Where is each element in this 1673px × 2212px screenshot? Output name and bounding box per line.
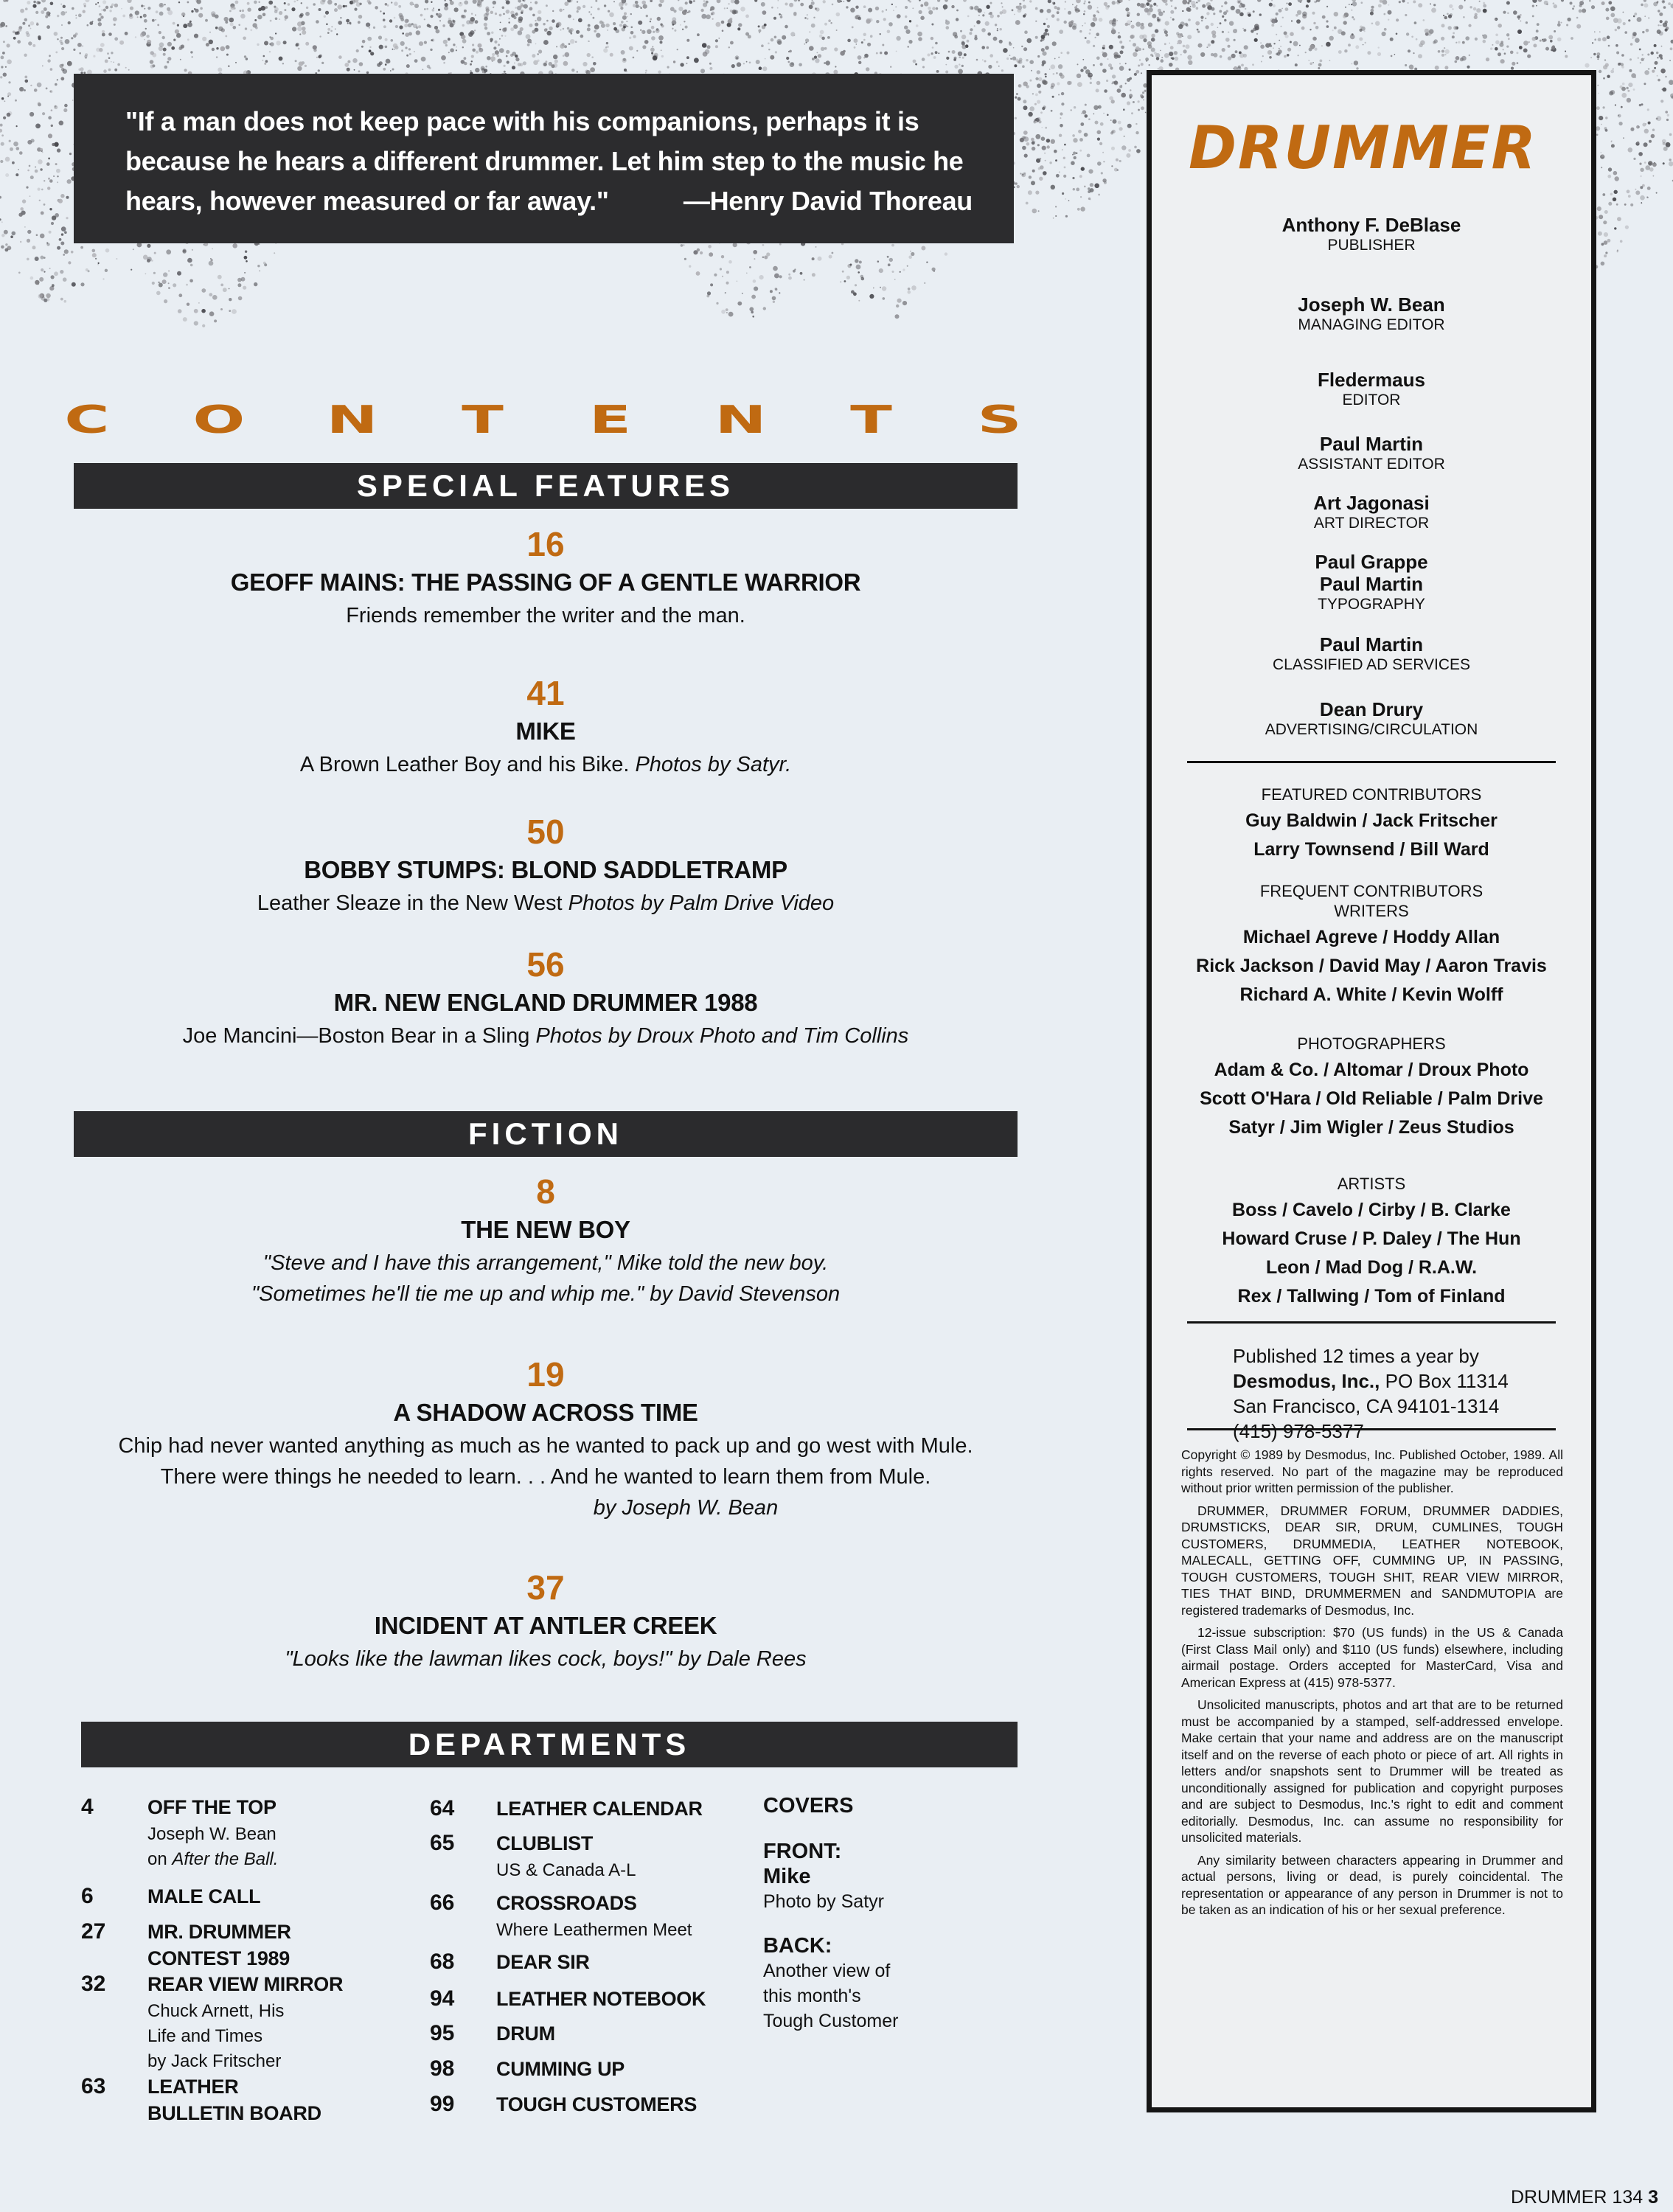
staff-name: Paul Grappe: [1315, 551, 1428, 573]
feature-page-number: 56: [526, 945, 565, 984]
staff-name: Paul Martin: [1319, 573, 1424, 595]
department-page-number: 4: [81, 1795, 94, 1819]
featured-contributor-line: Guy Baldwin / Jack Fritscher: [1245, 810, 1498, 831]
feature-title: GEOFF MAINS: THE PASSING OF A GENTLE WARRIOR: [230, 568, 861, 596]
staff-role: EDITOR: [1342, 392, 1401, 408]
staff-entry: [1152, 433, 1591, 474]
department-title-line2: CONTEST 1989: [147, 1947, 290, 1969]
staff-name: Paul Martin: [1319, 433, 1424, 455]
staff-name: Joseph W. Bean: [1298, 293, 1445, 316]
staff-role: TYPOGRAPHY: [1318, 596, 1425, 613]
staff-entry: [1152, 214, 1591, 255]
front-cover-credit: Photo by Satyr: [763, 1891, 884, 1912]
fiction-line: Chip had never wanted anything as much as he wanted to pack up and go west with Mule.: [118, 1434, 973, 1458]
department-title: CROSSROADS: [496, 1892, 637, 1914]
photographer-line: Scott O'Hara / Old Reliable / Palm Drive: [1200, 1088, 1543, 1109]
department-title: CUMMING UP: [496, 2058, 625, 2080]
staff-role: PUBLISHER: [1327, 237, 1416, 254]
department-title: TOUGH CUSTOMERS: [496, 2093, 698, 2115]
folio-magazine: DRUMMER 134: [1510, 2187, 1644, 2208]
fiction-line-text: "Steve and I have this arrangement," Mike told the new boy.: [262, 1251, 829, 1275]
legal-notices: [1181, 1447, 1563, 1924]
fiction-page-number: 37: [526, 1568, 565, 1607]
contents-letter: C: [64, 398, 114, 442]
covers-block: [763, 1793, 984, 2034]
department-title: DRUM: [496, 2023, 555, 2045]
department-page-number: 6: [81, 1884, 94, 1908]
page-folio: [1511, 2187, 1658, 2208]
artist-line: Howard Cruse / P. Daley / The Hun: [1222, 1228, 1521, 1249]
department-title: OFF THE TOP: [147, 1796, 276, 1818]
fiction-line-text: "Sometimes he'll tie me up and whip me.": [251, 1282, 644, 1306]
legal-paragraph: Unsolicited manuscripts, photos and art that are to be returned must be accompanied by a stamped, self-addressed envelope. Make certain that your name and address are on the manuscript itself and on the reverse of each photo or piece of art. All rights in letters and/or snapshots sent to Drummer will be treated as unconditionally assigned for publication and copyright purposes and are subject to Desmodus, Inc.'s right to edit and comment editorially. Desmodus, Inc. can assume no responsibility for unsolicited materials.: [1181, 1697, 1563, 1845]
feature-credit: Photos by Satyr.: [635, 753, 792, 776]
feature-desc-text: Joe Mancini—Boston Bear in a Sling: [182, 1024, 530, 1048]
staff-name: Paul Martin: [1319, 633, 1424, 655]
back-cover-line: Another view of: [763, 1961, 891, 1981]
photographer-line: Satyr / Jim Wigler / Zeus Studios: [1228, 1117, 1514, 1138]
divider: [1187, 1321, 1556, 1324]
fiction-title: A SHADOW ACROSS TIME: [393, 1399, 698, 1426]
departments-bar: DEPARTMENTS: [81, 1722, 1018, 1767]
staff-role: ASSISTANT EDITOR: [1298, 456, 1445, 473]
feature-entry: [74, 811, 1018, 919]
staff-name: Dean Drury: [1319, 698, 1424, 720]
publisher-city: San Francisco, CA 94101-1314: [1233, 1395, 1500, 1417]
legal-paragraph: Any similarity between characters appearing in Drummer and actual persons, living or dead, is purely coincidental. The representation or appearance of any person in Drummer is not to be taken as an indication of his or her sexual preference.: [1181, 1852, 1563, 1917]
fiction-credit: by Joseph W. Bean: [593, 1496, 779, 1520]
staff-role: ADVERTISING/CIRCULATION: [1265, 721, 1478, 738]
feature-title: MR. NEW ENGLAND DRUMMER 1988: [333, 989, 758, 1016]
staff-entry: [1152, 369, 1591, 410]
fiction-entry: [74, 1567, 1018, 1674]
featured-contributor-line: Larry Townsend / Bill Ward: [1253, 839, 1489, 860]
staff-role: MANAGING EDITOR: [1298, 316, 1445, 333]
department-subtitle: Joseph W. Bean: [147, 1824, 276, 1844]
fiction-line: [74, 1644, 1018, 1674]
feature-desc-text: Friends remember the writer and the man.: [346, 604, 745, 627]
contents-letter: O: [192, 398, 250, 442]
department-title: MR. DRUMMER: [147, 1921, 291, 1943]
staff-entry: [1152, 698, 1591, 740]
feature-page-number: 41: [526, 674, 565, 712]
contents-letter: E: [589, 398, 636, 442]
department-page-number: 95: [430, 2021, 455, 2045]
feature-title: BOBBY STUMPS: BLOND SADDLETRAMP: [304, 856, 787, 883]
department-page-number: 32: [81, 1972, 106, 1996]
photographer-line: Adam & Co. / Altomar / Droux Photo: [1214, 1060, 1529, 1080]
staff-entry: [1152, 492, 1591, 533]
fiction-bar: FICTION: [74, 1111, 1018, 1157]
publisher-address: [1233, 1368, 1509, 1394]
thoreau-quote-box: [74, 74, 1014, 243]
contents-letter: T: [462, 398, 509, 442]
staff-name: Anthony F. DeBlase: [1281, 214, 1461, 236]
featured-contributors-heading: FEATURED CONTRIBUTORS: [1261, 785, 1482, 804]
staff-role: ART DIRECTOR: [1313, 515, 1430, 532]
feature-credit: Photos by Palm Drive Video: [568, 891, 835, 915]
legal-paragraph: DRUMMER, DRUMMER FORUM, DRUMMER DADDIES, DRUMSTICKS, DEAR SIR, DRUM, CUMLINES, TOUGH CUSTOMERS, DRUMMEDIA, LEATHER NOTEBOOK, MALECALL, GETTING OFF, CUMMING UP, IN PASSING, TOUGH CUSTOMERS, TOUGH SHIT, REAR VIEW MIRROR, TIES THAT BIND, DRUMMERMEN and SANDMUTOPIA are registered trademarks of Desmodus, Inc.: [1181, 1503, 1563, 1618]
staff-entry: [1152, 293, 1591, 335]
department-page-number: 68: [430, 1950, 455, 1974]
department-page-number: 99: [430, 2092, 455, 2116]
back-cover-line: Tough Customer: [763, 2011, 899, 2031]
feature-title: MIKE: [515, 717, 576, 745]
quote-attribution: —Henry David Thoreau: [683, 186, 973, 216]
special-features-bar: SPECIAL FEATURES: [74, 463, 1018, 509]
department-title: REAR VIEW MIRROR: [147, 1973, 344, 1995]
photographers-heading: PHOTOGRAPHERS: [1297, 1034, 1446, 1053]
publication-info: [1233, 1343, 1509, 1444]
publication-line: Published 12 times a year by: [1233, 1345, 1479, 1367]
fiction-line: [74, 1279, 1018, 1310]
artist-line: Rex / Tallwing / Tom of Finland: [1237, 1286, 1506, 1307]
frequent-contributors-heading: FREQUENT CONTRIBUTORS: [1259, 882, 1484, 900]
fiction-page-number: 8: [536, 1172, 555, 1211]
department-page-number: 64: [430, 1796, 455, 1820]
fiction-title: INCIDENT AT ANTLER CREEK: [374, 1612, 717, 1639]
contents-letter: S: [978, 398, 1027, 442]
fiction-line: [74, 1248, 1018, 1279]
department-subtitle: Chuck Arnett, His: [147, 2001, 285, 2021]
feature-description: [74, 888, 1018, 919]
fiction-credit: by David Stevenson: [650, 1282, 841, 1306]
contents-letter: T: [850, 398, 897, 442]
artist-line: Leon / Mad Dog / R.A.W.: [1265, 1257, 1478, 1278]
divider: [1187, 761, 1556, 763]
department-page-number: 65: [430, 1831, 455, 1855]
artists-heading: ARTISTS: [1337, 1175, 1406, 1193]
drummer-logo: DRUMMER: [1189, 114, 1537, 182]
writer-line: Richard A. White / Kevin Wolff: [1239, 984, 1503, 1005]
fiction-page-number: 19: [526, 1355, 565, 1394]
department-subtitle: Life and Times: [147, 2026, 263, 2046]
department-subtitle: on After the Ball.: [147, 1849, 279, 1869]
department-page-number: 27: [81, 1919, 106, 1944]
staff-name: Art Jagonasi: [1313, 492, 1430, 514]
department-page-number: 66: [430, 1891, 455, 1915]
front-cover-label: FRONT:: [763, 1840, 842, 1863]
staff-entry: [1152, 633, 1591, 675]
department-title: LEATHER: [147, 2076, 239, 2098]
department-title: MALE CALL: [147, 1885, 261, 1907]
department-page-number: 98: [430, 2056, 455, 2081]
feature-entry: [74, 524, 1018, 631]
fiction-credit: by Dale Rees: [678, 1647, 807, 1671]
quote-text: "If a man does not keep pace with his companions, perhaps it is because he hears a different drummer. Let him step to the music he hears, however measured or far away.": [125, 106, 964, 216]
department-title: CLUBLIST: [496, 1832, 594, 1854]
publisher-phone: (415) 978-5377: [1233, 1420, 1364, 1442]
department-title-line2: BULLETIN BOARD: [147, 2102, 321, 2124]
department-subtitle: Where Leathermen Meet: [496, 1920, 692, 1940]
department-title: DEAR SIR: [496, 1951, 590, 1973]
department-subtitle: by Jack Fritscher: [147, 2051, 282, 2071]
staff-entry: [1152, 551, 1591, 614]
staff-name: Fledermaus: [1318, 369, 1425, 391]
department-subtitle-italic: After the Ball.: [172, 1849, 279, 1869]
feature-description: [74, 600, 1018, 631]
writers-heading: WRITERS: [1334, 902, 1409, 920]
department-subtitle: US & Canada A-L: [496, 1860, 636, 1880]
masthead-box: [1147, 70, 1596, 2112]
feature-desc-text: A Brown Leather Boy and his Bike.: [299, 753, 630, 776]
writer-line: Michael Agreve / Hoddy Allan: [1242, 927, 1500, 947]
staff-role: CLASSIFIED AD SERVICES: [1272, 656, 1471, 673]
back-cover-label: BACK:: [763, 1934, 832, 1958]
contents-letter: N: [327, 398, 383, 442]
department-page-number: 63: [81, 2074, 106, 2098]
feature-description: [74, 1020, 1018, 1051]
fiction-entry: [74, 1354, 1018, 1523]
folio-page-number: 3: [1648, 2187, 1658, 2208]
fiction-line: There were things he needed to learn. . . And he wanted to learn them from Mule.: [160, 1465, 931, 1489]
feature-credit: Photos by Droux Photo and Tim Collins: [535, 1024, 909, 1048]
front-cover-name: Mike: [763, 1865, 811, 1888]
feature-entry: [74, 944, 1018, 1051]
feature-description: [74, 749, 1018, 780]
legal-paragraph: 12-issue subscription: $70 (US funds) in the US & Canada (First Class Mail only) and $110 (US funds) elsewhere, including airmail postage. Orders accepted for MasterCard, Visa and American Express at (415) 978-5377.: [1181, 1625, 1563, 1690]
feature-page-number: 16: [526, 525, 565, 563]
publisher-pobox: PO Box 11314: [1385, 1370, 1509, 1392]
fiction-entry: [74, 1171, 1018, 1310]
artist-line: Boss / Cavelo / Cirby / B. Clarke: [1232, 1200, 1511, 1220]
fiction-line-text: "Looks like the lawman likes cock, boys!": [285, 1647, 672, 1671]
feature-desc-text: Leather Sleaze in the New West: [257, 891, 563, 915]
department-page-number: 94: [430, 1986, 455, 2011]
back-cover-line: this month's: [763, 1986, 861, 2006]
legal-paragraph: Copyright © 1989 by Desmodus, Inc. Published October, 1989. All rights reserved. No part of the magazine may be reproduced without prior written permission of the publisher.: [1181, 1447, 1563, 1495]
feature-entry: [74, 672, 1018, 780]
feature-page-number: 50: [526, 813, 565, 851]
back-cover-description: [763, 1958, 984, 2034]
contents-heading: [64, 398, 1027, 442]
department-title: LEATHER CALENDAR: [496, 1798, 703, 1820]
publisher-name: Desmodus, Inc.,: [1233, 1370, 1380, 1392]
fiction-title: THE NEW BOY: [461, 1216, 630, 1243]
department-title: LEATHER NOTEBOOK: [496, 1988, 706, 2010]
covers-heading: COVERS: [763, 1794, 854, 1818]
contents-letter: N: [715, 398, 772, 442]
writer-line: Rick Jackson / David May / Aaron Travis: [1196, 956, 1547, 976]
